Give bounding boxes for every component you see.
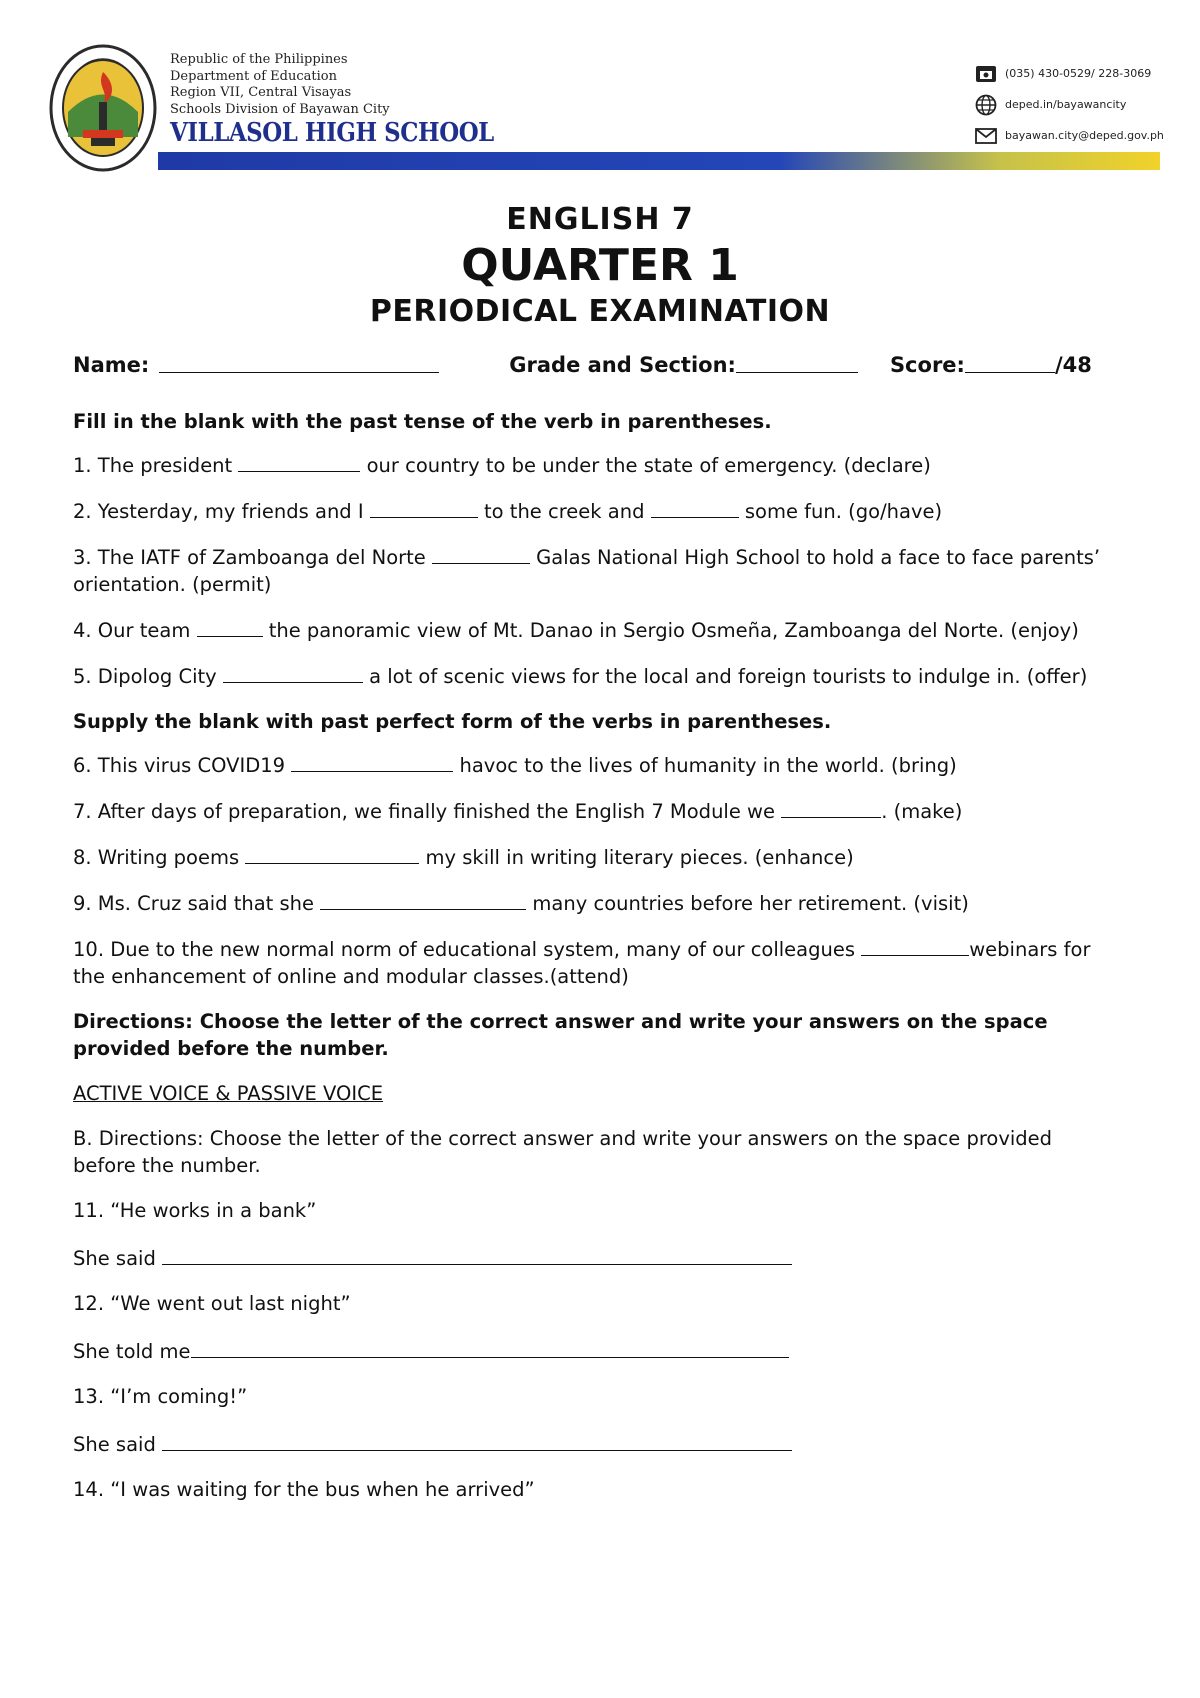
contact-info — [975, 58, 1164, 151]
contact-email-text[interactable]: bayawan.city@deped.gov.ph — [1005, 129, 1164, 142]
answer-blank[interactable] — [651, 497, 739, 518]
answer-row-13: She said — [73, 1428, 1113, 1458]
answer-blank[interactable] — [291, 751, 453, 772]
student-info-row — [73, 352, 1113, 392]
question-7: 7. After days of preparation, we finally finished the English 7 Module we . (make) — [73, 797, 1113, 825]
exam-titles — [0, 200, 1200, 332]
answer-blank[interactable] — [245, 843, 419, 864]
part1-instruction: Fill in the blank with the past tense of the verb in parentheses. — [73, 410, 772, 433]
question-3: 3. The IATF of Zamboanga del Norte Galas National High School to hold a face to face parents’ orientation. (permit) — [73, 543, 1113, 598]
agency-line-region: Region VII, Central Visayas — [170, 85, 352, 100]
part2-instruction: Supply the blank with past perfect form of the verbs in parentheses. — [73, 710, 832, 733]
answer-blank[interactable] — [432, 543, 530, 564]
envelope-icon — [975, 128, 997, 144]
answer-row-11: She said — [73, 1242, 1113, 1272]
globe-icon — [975, 94, 997, 116]
header-color-band — [158, 152, 1160, 170]
question-6: 6. This virus COVID19 havoc to the lives of humanity in the world. (bring) — [73, 751, 1113, 779]
answer-blank[interactable] — [238, 451, 360, 472]
answer-line[interactable] — [191, 1335, 789, 1358]
grade-section-label: Grade and Section: — [509, 353, 736, 377]
division-seal-logo — [48, 42, 158, 174]
letterhead — [0, 0, 1200, 180]
score-total: /48 — [1054, 353, 1092, 377]
question-8: 8. Writing poems my skill in writing literary pieces. (enhance) — [73, 843, 1113, 871]
question-12: 12. “We went out last night” — [73, 1292, 351, 1315]
question-14: 14. “I was waiting for the bus when he arrived” — [73, 1478, 535, 1501]
grade-section-blank[interactable] — [736, 352, 858, 373]
contact-phone-text: (035) 430-0529/ 228-3069 — [1005, 67, 1152, 80]
answer-blank[interactable] — [320, 889, 526, 910]
telephone-icon — [975, 65, 997, 83]
quarter-title: QUARTER 1 — [461, 240, 739, 291]
exam-content — [73, 352, 1113, 1503]
answer-blank[interactable] — [197, 616, 263, 637]
question-5: 5. Dipolog City a lot of scenic views for the local and foreign tourists to indulge in. (offer) — [73, 662, 1113, 690]
part3-directions: Directions: Choose the letter of the correct answer and write your answers on the space provided before the number. — [73, 1010, 1048, 1060]
answer-blank[interactable] — [861, 935, 969, 956]
exam-title: PERIODICAL EXAMINATION — [369, 294, 831, 329]
name-label: Name: — [73, 353, 150, 377]
question-2: 2. Yesterday, my friends and I to the creek and some fun. (go/have) — [73, 497, 1113, 525]
subject-title: ENGLISH 7 — [506, 202, 694, 237]
answer-line[interactable] — [162, 1428, 792, 1451]
answer-row-12: She told me — [73, 1335, 1113, 1365]
question-13: 13. “I’m coming!” — [73, 1385, 248, 1408]
part3-sub-directions: B. Directions: Choose the letter of the correct answer and write your answers on the space provided before the number. — [73, 1127, 1053, 1177]
school-name: VILLASOL HIGH SCHOOL — [170, 118, 494, 148]
contact-website-text[interactable]: deped.in/bayawancity — [1005, 98, 1127, 111]
contact-website — [975, 89, 1164, 120]
score-label: Score: — [889, 353, 965, 377]
question-1: 1. The president our country to be under the state of emergency. (declare) — [73, 451, 1113, 479]
score-blank[interactable] — [965, 352, 1055, 373]
agency-lines — [170, 52, 390, 118]
agency-line-republic: Republic of the Philippines — [170, 52, 348, 67]
answer-blank[interactable] — [223, 662, 363, 683]
agency-line-division: Schools Division of Bayawan City — [170, 101, 390, 117]
contact-email — [975, 120, 1164, 151]
name-blank[interactable] — [159, 352, 439, 373]
question-10: 10. Due to the new normal norm of educational system, many of our colleagues webinars for the enhancement of online and modular classes.(attend) — [73, 935, 1113, 990]
answer-line[interactable] — [162, 1242, 792, 1265]
section-title-voice: ACTIVE VOICE & PASSIVE VOICE — [73, 1082, 384, 1105]
answer-blank[interactable] — [781, 797, 881, 818]
question-4: 4. Our team the panoramic view of Mt. Danao in Sergio Osmeña, Zamboanga del Norte. (enjoy) — [73, 616, 1113, 644]
answer-blank[interactable] — [370, 497, 478, 518]
agency-line-department: Department of Education — [170, 68, 337, 84]
question-11: 11. “He works in a bank” — [73, 1199, 317, 1222]
contact-phone — [975, 58, 1164, 89]
question-9: 9. Ms. Cruz said that she many countries before her retirement. (visit) — [73, 889, 1113, 917]
